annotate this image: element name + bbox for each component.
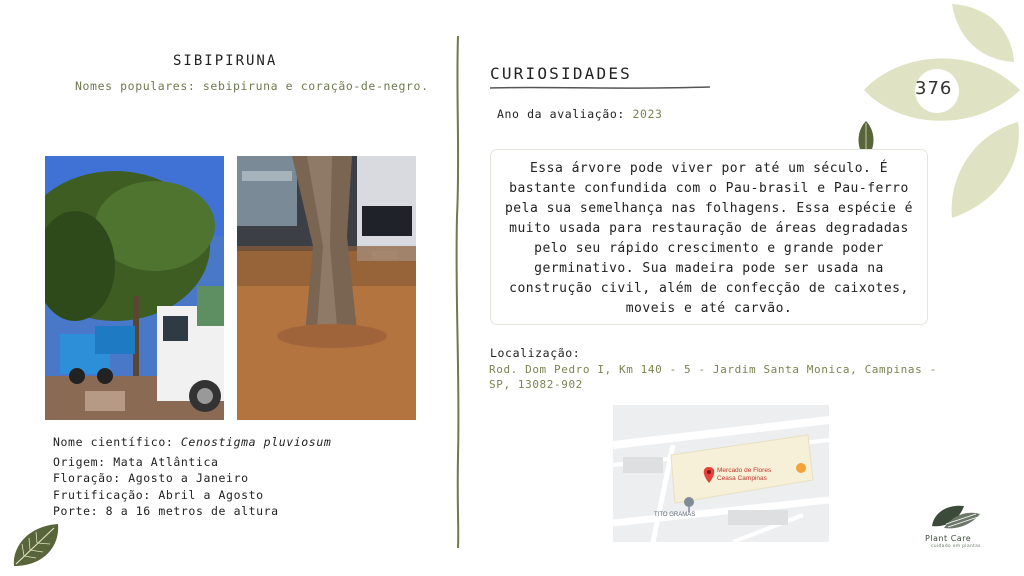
fruiting: Frutificação: Abril a Agosto bbox=[53, 487, 264, 502]
brand-tagline: cuidado em plantas bbox=[931, 544, 981, 549]
year-label: Ano da avaliação: bbox=[497, 107, 633, 121]
curiosities-card: Essa árvore pode viver por até um século. É bastante confundida com o Pau-brasil e Pau-ferro pela sua semelhança nas folhagens. Essa espécie é muito usada para restauração de áreas degradadas pelo seu rápido crescimento e grande poder germinativo. Sua madeira pode ser usada na construção civil, além de confecção de caixotes, moveis e até carvão. bbox=[490, 149, 928, 325]
tree-size: Porte: 8 a 16 metros de altura bbox=[53, 504, 279, 518]
location-map[interactable] bbox=[613, 405, 829, 542]
title-underline bbox=[488, 85, 712, 91]
map-place-label bbox=[717, 467, 771, 483]
map-place-line2: Ceasa Campinas bbox=[717, 475, 767, 482]
scientific-name-label: Nome científico: bbox=[53, 435, 181, 449]
location-label: Localização: bbox=[490, 346, 581, 360]
scientific-name-value: Cenostigma pluviosum bbox=[180, 435, 332, 449]
species-title: SIBIPIRUNA bbox=[173, 53, 278, 69]
species-facts bbox=[53, 435, 331, 521]
vertical-divider bbox=[452, 36, 464, 548]
decorative-leaves-icon bbox=[864, 0, 1024, 222]
page-number-badge: 376 bbox=[915, 78, 953, 99]
scientific-name bbox=[53, 435, 331, 452]
map-place-line1: Mercado de Flores bbox=[717, 467, 772, 474]
popular-names: Nomes populares: sebipiruna e coração-de-negro. bbox=[75, 79, 429, 93]
leaf-icon bbox=[10, 522, 62, 570]
tree-street-photo bbox=[45, 156, 224, 420]
flowering: Floração: Agosto a Janeiro bbox=[53, 471, 249, 485]
year-value: 2023 bbox=[632, 107, 663, 121]
curiosities-title: CURIOSIDADES bbox=[490, 64, 632, 83]
plant-care-logo-icon bbox=[930, 502, 982, 532]
evaluation-year bbox=[497, 107, 663, 121]
origin: Origem: Mata Atlântica bbox=[53, 454, 219, 469]
location-address: Rod. Dom Pedro I, Km 140 - 5 - Jardim Santa Monica, Campinas - SP, 13082-902 bbox=[489, 363, 937, 391]
tree-trunk-photo bbox=[237, 156, 416, 420]
map-poi-label: TITO GRAMAS bbox=[654, 512, 696, 518]
brand-name: Plant Care bbox=[925, 534, 972, 543]
